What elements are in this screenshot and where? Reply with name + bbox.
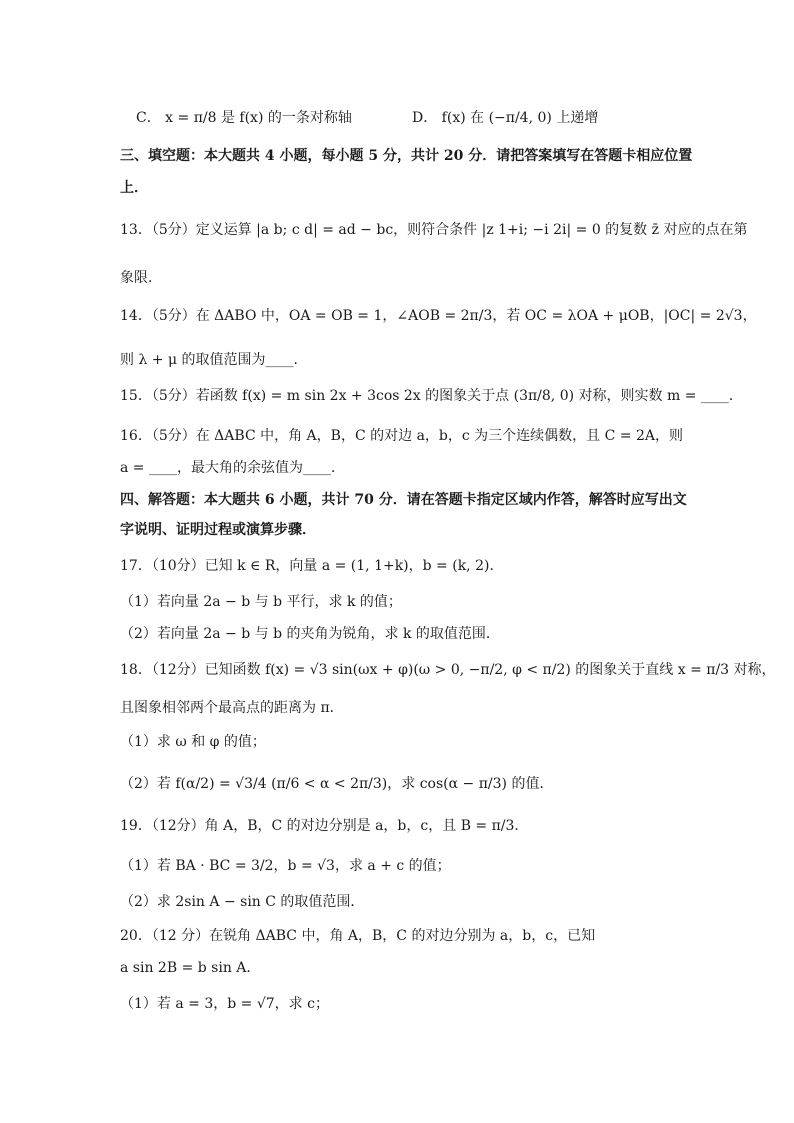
option-d: D． f(x) 在 (−π/4, 0) 上递增 [412,110,599,126]
question-18-cont: 且图象相邻两个最高点的距离为 π． [120,700,344,716]
question-14: 14．（5分）在 ΔABO 中，OA = OB = 1，∠AOB = 2π/3，若 OC = λOA + μOB，|OC| = 2√3， [120,308,757,324]
question-18-part1: （1）求 ω 和 φ 的值； [120,734,266,750]
question-17: 17．（10分）已知 k ∈ R，向量 a = (1, 1+k)，b = (k, 2)． [120,558,504,574]
question-19: 19．（12分）角 A，B，C 的对边分别是 a，b，c，且 B = π/3． [120,818,529,834]
question-17-part1: （1）若向量 2a − b 与 b 平行，求 k 的值； [120,594,402,610]
question-13-cont: 象限． [120,270,162,286]
section4-heading: 四、解答题：本大题共 6 小题，共计 70 分．请在答题卡指定区域内作答，解答时应写出文 [120,492,687,508]
question-20-cont: a sin 2B = b sin A． [120,960,261,976]
question-16: 16．（5分）在 ΔABC 中，角 A，B，C 的对边 a，b，c 为三个连续偶数，且 C = 2A，则 [120,428,683,444]
section3-heading: 三、填空题：本大题共 4 小题，每小题 5 分，共计 20 分．请把答案填写在答题卡相应位置 [120,148,693,164]
question-18-part2: （2）若 f(α/2) = √3/4 (π/6 < α < 2π/3)，求 cos(α − π/3) 的值． [120,776,554,792]
question-19-part1: （1）若 BA · BC = 3/2，b = √3，求 a + c 的值； [120,858,451,874]
question-13: 13．（5分）定义运算 |a b; c d| = ad − bc，则符合条件 |z 1+i; −i 2i| = 0 的复数 z̄ 对应的点在第 [120,222,748,238]
question-15: 15．（5分）若函数 f(x) = m sin 2x + 3cos 2x 的图象关于点 (3π/8, 0) 对称，则实数 m = ____． [120,388,743,404]
section3-heading-cont: 上． [120,180,148,196]
section4-heading-cont: 字说明、证明过程或演算步骤． [120,522,316,538]
question-20: 20．（12 分）在锐角 ΔABC 中，角 A，B，C 的对边分别为 a，b，c，已知 [120,928,596,944]
question-17-part2: （2）若向量 2a − b 与 b 的夹角为锐角，求 k 的取值范围． [120,626,500,642]
question-18: 18．（12分）已知函数 f(x) = √3 sin(ωx + φ)(ω > 0, −π/2, φ < π/2) 的图象关于直线 x = π/3 对称， [120,662,776,678]
question-19-part2: （2）求 2sin A − sin C 的取值范围． [120,894,365,910]
option-c: C． x = π/8 是 f(x) 的一条对称轴 [136,110,352,126]
question-20-part1: （1）若 a = 3，b = √7，求 c； [120,996,329,1012]
question-14-cont: 则 λ + μ 的取值范围为____． [120,352,308,368]
question-16-cont: a = ____，最大角的余弦值为____． [120,460,345,476]
